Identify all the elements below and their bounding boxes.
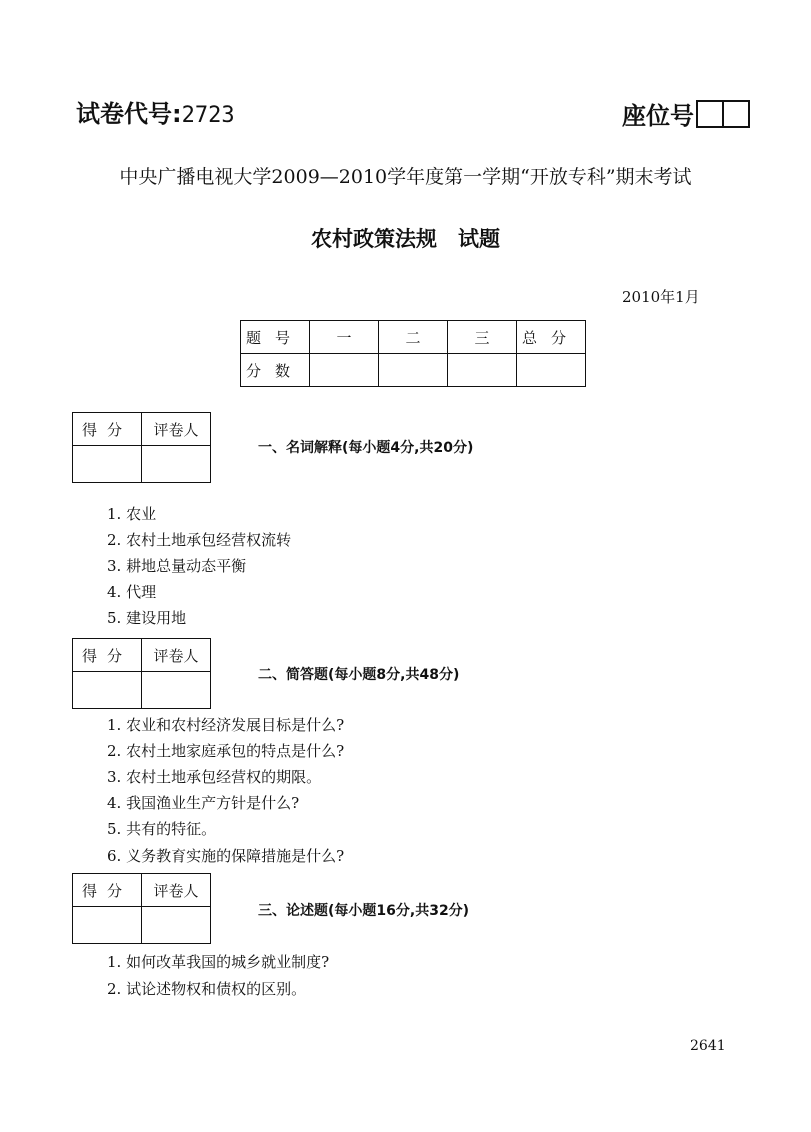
grader-box-score-label: 得分 bbox=[73, 413, 142, 446]
section-title: 三、论述题(每小题16分,共32分) bbox=[258, 903, 470, 919]
page-number: 2641 bbox=[690, 1038, 726, 1054]
paper-code bbox=[76, 94, 235, 129]
grader-box-grader-label: 评卷人 bbox=[142, 874, 211, 907]
grader-box-score-label: 得分 bbox=[73, 874, 142, 907]
question-item: 1. 如何改革我国的城乡就业制度? bbox=[107, 953, 330, 971]
seat-number-boxes bbox=[696, 100, 750, 128]
grader-box-grader-label: 评卷人 bbox=[142, 639, 211, 672]
grader-box-grader-cell bbox=[142, 672, 211, 709]
score-table-header: 总分 bbox=[517, 321, 586, 354]
score-cell bbox=[517, 354, 586, 387]
question-item: 1. 农业和农村经济发展目标是什么? bbox=[107, 716, 345, 734]
question-item: 5. 共有的特征。 bbox=[107, 820, 217, 838]
grader-box-score-cell bbox=[73, 446, 142, 483]
score-cell bbox=[379, 354, 448, 387]
question-item: 6. 义务教育实施的保障措施是什么? bbox=[107, 847, 345, 865]
score-cell bbox=[448, 354, 517, 387]
score-table-header: 三 bbox=[448, 321, 517, 354]
grader-box-grader-cell bbox=[142, 907, 211, 944]
score-cell bbox=[310, 354, 379, 387]
question-item: 4. 代理 bbox=[107, 583, 157, 601]
score-table-header: 题号 bbox=[241, 321, 310, 354]
exam-date: 2010年1月 bbox=[622, 288, 700, 306]
question-item: 2. 农村土地承包经营权流转 bbox=[107, 531, 292, 549]
paper-code-label: 试卷代号: bbox=[76, 100, 182, 128]
section-title: 一、名词解释(每小题4分,共20分) bbox=[258, 440, 474, 456]
score-table-score-row bbox=[241, 354, 586, 387]
exam-title: 农村政策法规 试题 bbox=[311, 227, 500, 251]
score-table-row-label: 分数 bbox=[241, 354, 310, 387]
grader-box-score-cell bbox=[73, 907, 142, 944]
grader-box bbox=[72, 412, 211, 483]
question-item: 2. 试论述物权和债权的区别。 bbox=[107, 980, 307, 998]
seat-number-label: 座位号 bbox=[622, 102, 694, 130]
score-table-header-row bbox=[241, 321, 586, 354]
score-table-header: 二 bbox=[379, 321, 448, 354]
grader-box-grader-label: 评卷人 bbox=[142, 413, 211, 446]
question-item: 3. 耕地总量动态平衡 bbox=[107, 557, 247, 575]
question-item: 3. 农村土地承包经营权的期限。 bbox=[107, 768, 322, 786]
question-item: 5. 建设用地 bbox=[107, 609, 187, 627]
grader-box-score-cell bbox=[73, 672, 142, 709]
exam-header: 中央广播电视大学2009—2010学年度第一学期“开放专科”期末考试 bbox=[119, 166, 692, 188]
seat-number bbox=[622, 96, 750, 131]
score-table bbox=[240, 320, 586, 387]
question-item: 1. 农业 bbox=[107, 505, 157, 523]
grader-box-score-label: 得分 bbox=[73, 639, 142, 672]
grader-box bbox=[72, 638, 211, 709]
question-item: 2. 农村土地家庭承包的特点是什么? bbox=[107, 742, 345, 760]
grader-box-grader-cell bbox=[142, 446, 211, 483]
score-table-header: 一 bbox=[310, 321, 379, 354]
grader-box bbox=[72, 873, 211, 944]
question-item: 4. 我国渔业生产方针是什么? bbox=[107, 794, 300, 812]
section-title: 二、简答题(每小题8分,共48分) bbox=[258, 667, 460, 683]
paper-code-value: 2723 bbox=[181, 103, 235, 128]
